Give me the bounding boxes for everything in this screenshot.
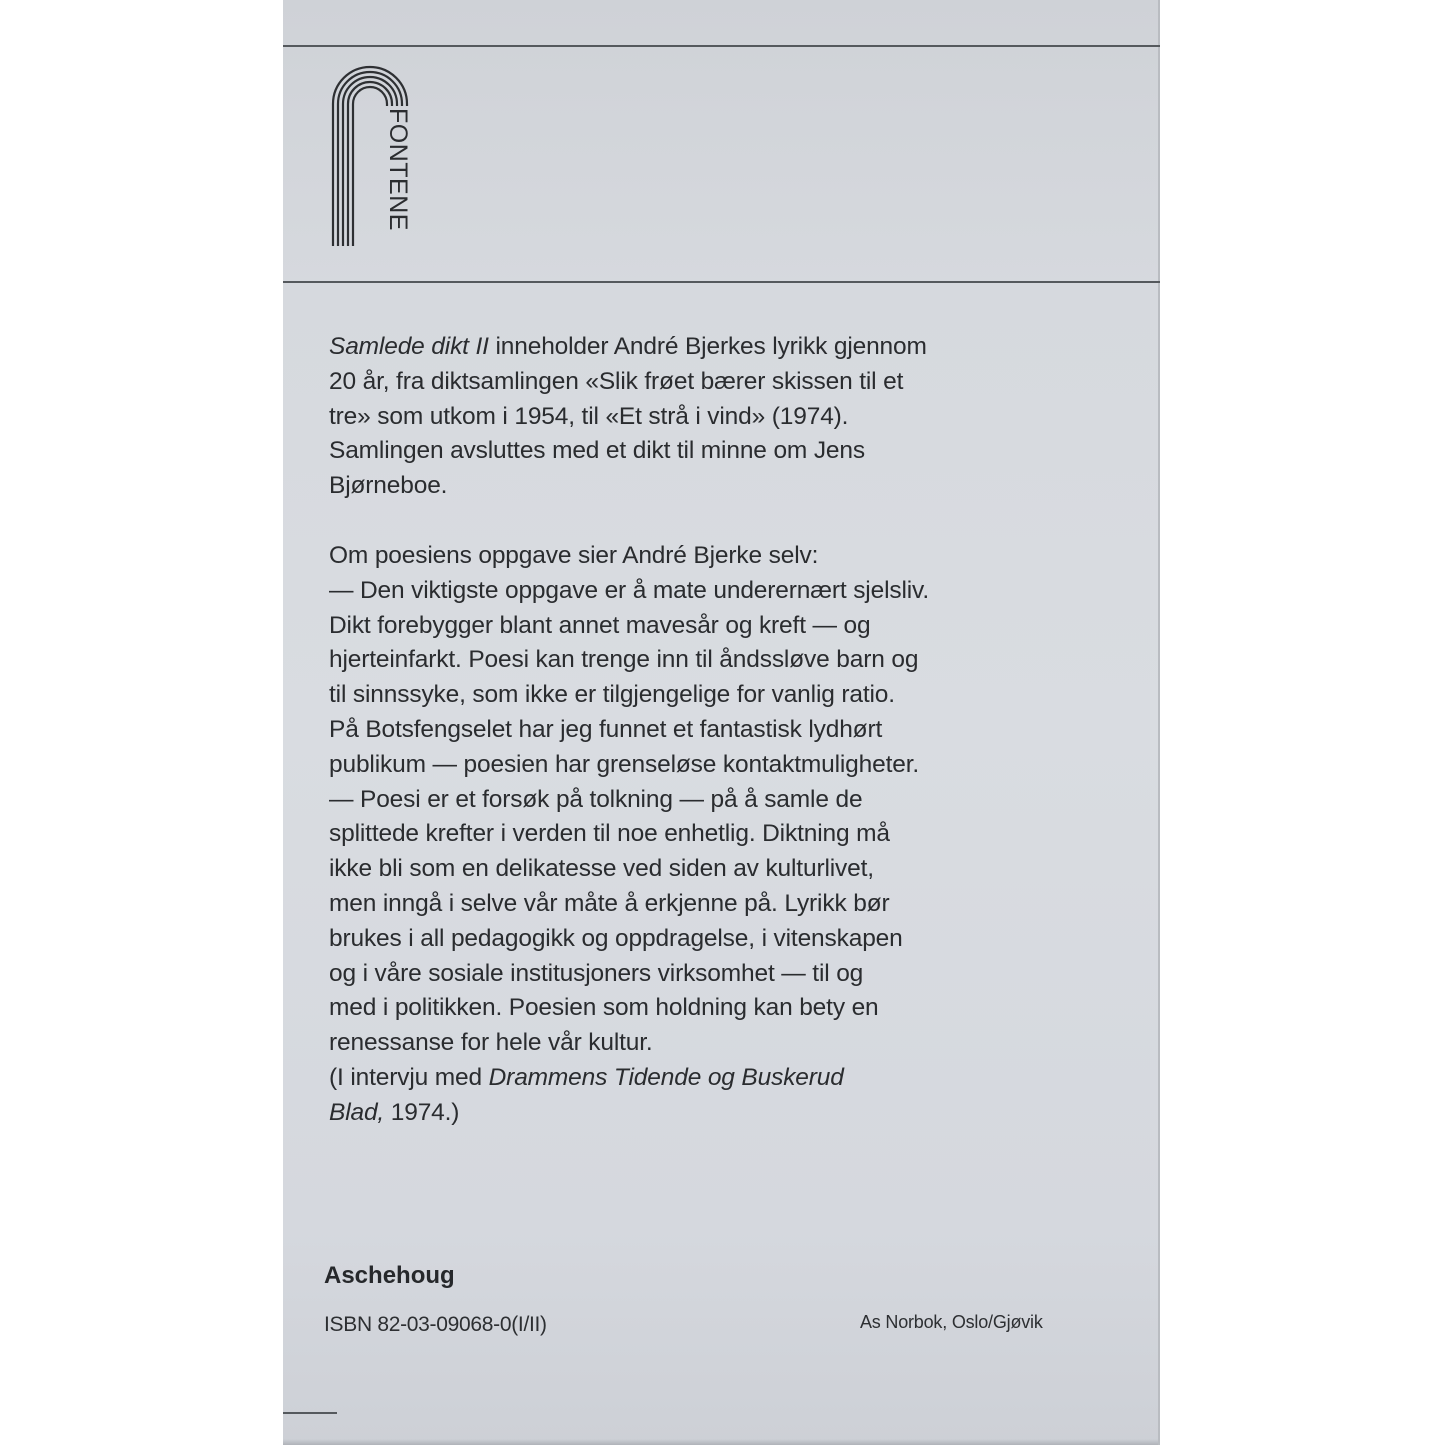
quote-line: På Botsfengselet har jeg funnet et fantastisk lydhørt: [329, 715, 883, 743]
series-name-fontene: FONTENE: [384, 108, 412, 231]
printer-credit: As Norbok, Oslo/Gjøvik: [860, 1312, 1043, 1332]
quote-line: Om poesiens oppgave sier André Bjerke selv:: [329, 541, 819, 569]
blurb-line: Samlingen avsluttes med et dikt til minne om Jens: [329, 437, 865, 465]
blurb-line: Bjørneboe.: [329, 472, 448, 500]
blurb-line: 20 år, fra diktsamlingen «Slik frøet bærer skissen til et: [329, 367, 904, 395]
book-title: Samlede dikt II: [329, 333, 489, 360]
newspaper-title: Blad,: [329, 1098, 385, 1126]
publisher-name: Aschehoug: [324, 1262, 455, 1289]
quote-line: splittede krefter i verden til noe enhetlig. Diktning må: [329, 820, 890, 848]
quote-line: ikke bli som en delikatesse ved siden av kulturlivet,: [329, 855, 874, 883]
bottom-rule-stub: [283, 1412, 337, 1414]
quote-line: renessanse for hele vår kultur.: [329, 1029, 653, 1057]
quote-line: — Poesi er et forsøk på tolkning — på å samle de: [329, 785, 863, 813]
quote-line: — Den viktigste oppgave er å mate underernært sjelsliv.: [329, 576, 929, 604]
header-divider-rule: [283, 281, 1160, 283]
blurb-paragraph-2: [329, 539, 1089, 1131]
blurb-paragraph-1: [329, 330, 1089, 504]
citation-line: (I intervju med Drammens Tidende og Buskerud: [329, 1063, 844, 1091]
blurb: [329, 330, 1089, 1131]
quote-line: publikum — poesien har grenseløse kontaktmuligheter.: [329, 750, 920, 778]
blurb-line: tre» som utkom i 1954, til «Et strå i vind» (1974).: [329, 402, 849, 430]
quote-line: med i politikken. Poesien som holdning kan bety en: [329, 994, 879, 1022]
isbn: ISBN 82-03-09068-0(I/II): [324, 1313, 547, 1336]
quote-line: Dikt forebygger blant annet mavesår og kreft — og: [329, 611, 871, 639]
citation-line: Blad, 1974.): [329, 1098, 460, 1126]
top-rule: [283, 45, 1160, 47]
quote-line: men inngå i selve vår måte å erkjenne på. Lyrikk bør: [329, 889, 890, 917]
newspaper-title: Drammens Tidende og Buskerud: [488, 1063, 844, 1091]
blurb-line: Samlede dikt II inneholder André Bjerkes lyrikk gjennom: [329, 333, 927, 360]
quote-line: og i våre sosiale institusjoners virksomhet — til og: [329, 959, 864, 987]
quote-line: hjerteinfarkt. Poesi kan trenge inn til åndssløve barn og: [329, 646, 919, 674]
quote-line: til sinnssyke, som ikke er tilgjengelige for vanlig ratio.: [329, 681, 895, 709]
quote-line: brukes i all pedagogikk og oppdragelse, i vitenskapen: [329, 924, 903, 952]
